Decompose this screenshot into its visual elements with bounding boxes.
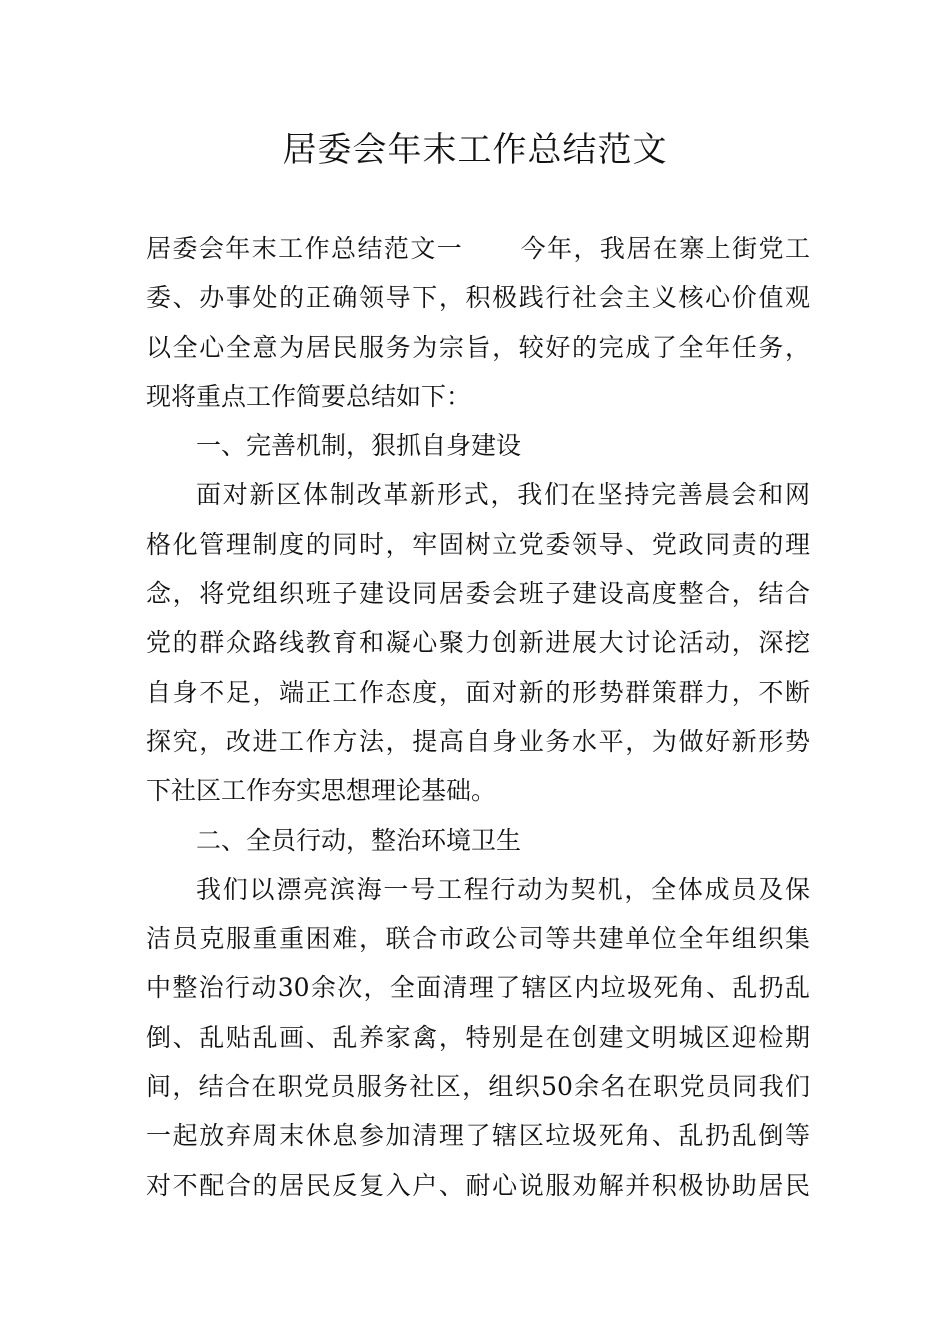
section1-line-4: 党的群众路线教育和凝心聚力创新进展大讨论活动，深挖 [146, 628, 810, 658]
section2-heading: 二、全员行动，整治环境卫生 [196, 825, 522, 855]
section1-heading: 一、完善机制，狠抓自身建设 [196, 431, 522, 461]
section2-line-1: 我们以漂亮滨海一号工程行动为契机，全体成员及保 [196, 874, 810, 904]
section2-line-6: 一起放弃周末休息参加清理了辖区垃圾死角、乱扔乱倒等 [146, 1121, 810, 1151]
section1-line-3: 念，将党组织班子建设同居委会班子建设高度整合，结合 [146, 579, 810, 609]
section1-line-2: 格化管理制度的同时，牢固树立党委领导、党政同责的理 [146, 529, 810, 559]
intro-text-1: 今年，我居在寨上街党工 [519, 234, 810, 263]
document-body [146, 224, 810, 1210]
intro-line-3: 以全心全意为居民服务为宗旨，较好的完成了全年任务， [146, 332, 810, 362]
intro-line-2: 委、办事处的正确领导下，积极践行社会主义核心价值观 [146, 283, 810, 313]
section2-line-7: 对不配合的居民反复入户、耐心说服劝解并积极协助居民 [146, 1170, 810, 1200]
document-title: 居委会年末工作总结范文 [282, 130, 668, 170]
section1-line-6: 探究，改进工作方法，提高自身业务水平，为做好新形势 [146, 726, 810, 756]
section1-line-7: 下社区工作夯实思想理论基础。 [146, 776, 497, 806]
intro-line-4: 现将重点工作简要总结如下： [146, 381, 472, 411]
section2-line-2: 洁员克服重重困难，联合市政公司等共建单位全年组织集 [146, 924, 810, 954]
section1-line-5: 自身不足，端正工作态度，面对新的形势群策群力，不断 [146, 677, 810, 707]
section1-line-1: 面对新区体制改革新形式，我们在坚持完善晨会和网 [196, 480, 810, 510]
intro-line-1 [146, 224, 810, 273]
section2-line-4: 倒、乱贴乱画、乱养家禽，特别是在创建文明城区迎检期 [146, 1022, 810, 1052]
intro-label: 居委会年末工作总结范文一 [146, 234, 464, 263]
section2-line-5: 间，结合在职党员服务社区，组织50余名在职党员同我们 [146, 1072, 810, 1102]
section2-line-3: 中整治行动30余次，全面清理了辖区内垃圾死角、乱扔乱 [146, 973, 810, 1003]
